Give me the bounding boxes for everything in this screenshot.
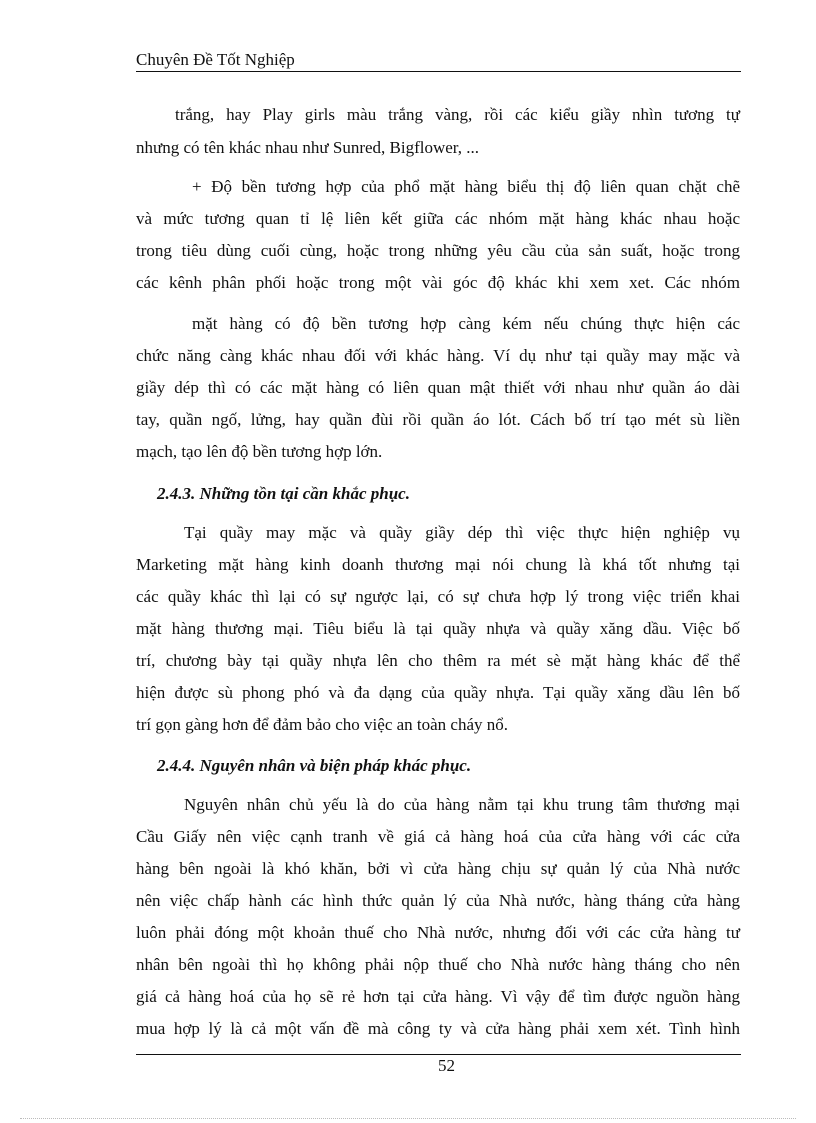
body-line: Cầu Giấy nên việc cạnh tranh về giá cả hàng hoá của cửa hàng với các cửa [136, 827, 740, 846]
body-line: trí, chương bày tại quầy nhựa lên cho thêm ra mét sè mặt hàng khác để thể [136, 651, 740, 670]
footer-rule [136, 1054, 741, 1055]
body-line: giầy dép thì có các mặt hàng có liên quan mật thiết với nhau như quần áo dài [136, 378, 740, 397]
body-line: trí gọn gàng hơn để đảm bảo cho việc an toàn cháy nổ. [136, 715, 509, 734]
page-header-title: Chuyên Đề Tốt Nghiệp [136, 50, 295, 69]
section-heading-2-4-4: 2.4.4. Nguyên nhân và biện pháp khác phục. [157, 756, 472, 775]
body-line: các quầy khác thì lại có sự ngược lại, có sự chưa hợp lý trong việc triển khai [136, 587, 740, 606]
body-line: giá cả hàng hoá của họ sẽ rẻ hơn tại cửa hàng. Vì vậy để tìm được nguồn hàng [136, 987, 740, 1006]
body-line: các kênh phân phối hoặc trong một vài góc độ khác khi xem xet. Các nhóm [136, 273, 740, 292]
body-line: chức năng càng khác nhau đối với khác hàng. Ví dụ như tại quầy may mặc và [136, 346, 740, 365]
body-line: + Độ bền tương hợp của phổ mặt hàng biểu thị độ liên quan chặt chẽ [192, 177, 740, 196]
body-line: tay, quần ngố, lửng, hay quần đùi rồi quần áo lót. Cách bố trí tạo mét sù liền [136, 410, 740, 429]
body-line: và mức tương quan tỉ lệ liên kết giữa các nhóm mặt hàng khác nhau hoặc [136, 209, 740, 228]
body-line: Nguyên nhân chủ yếu là do của hàng nằm tại khu trung tâm thương mại [184, 795, 740, 814]
body-line: nhân bên ngoài thì họ không phải nộp thuế cho Nhà nước hàng tháng cho nên [136, 955, 740, 974]
header-rule [136, 71, 741, 72]
body-line: Marketing mặt hàng kinh doanh thương mại nói chung là khá tốt nhưng tại [136, 555, 740, 574]
body-line: nhưng có tên khác nhau như Sunred, Bigflower, ... [136, 138, 480, 157]
body-line: mạch, tạo lên độ bền tương hợp lớn. [136, 442, 383, 461]
body-line: mua hợp lý là cả một vấn đề mà công ty và cửa hàng phải xem xét. Tình hình [136, 1019, 740, 1038]
body-line: hiện được sù phong phó và đa dạng của quầy nhựa. Tại quầy xăng dầu lên bố [136, 683, 740, 702]
body-line: hàng bên ngoài là khó khăn, bởi vì cửa hàng chịu sự quản lý của Nhà nước [136, 859, 740, 878]
body-line: luôn phải đóng một khoản thuế cho Nhà nước, nhưng đối với các cửa hàng tư [136, 923, 740, 942]
page-edge-divider [20, 1118, 796, 1119]
body-line: trắng, hay Play girls màu trắng vàng, rồi các kiểu giầy nhìn tương tự [175, 105, 740, 124]
body-line: mặt hàng thương mại. Tiêu biểu là tại quầy nhựa và quầy xăng dầu. Việc bố [136, 619, 740, 638]
body-line: mặt hàng có độ bền tương hợp càng kém nếu chúng thực hiện các [192, 314, 740, 333]
section-heading-2-4-3: 2.4.3. Những tồn tại cần khắc phục. [157, 484, 410, 503]
body-line: Tại quầy may mặc và quầy giầy dép thì việc thực hiện nghiệp vụ [184, 523, 740, 542]
page-number: 52 [438, 1056, 455, 1075]
body-line: trong tiêu dùng cuối cùng, hoặc trong những yêu cầu của sản suất, hoặc trong [136, 241, 740, 260]
body-line: nên việc chấp hành các hình thức quản lý của Nhà nước, hàng tháng cửa hàng [136, 891, 740, 910]
